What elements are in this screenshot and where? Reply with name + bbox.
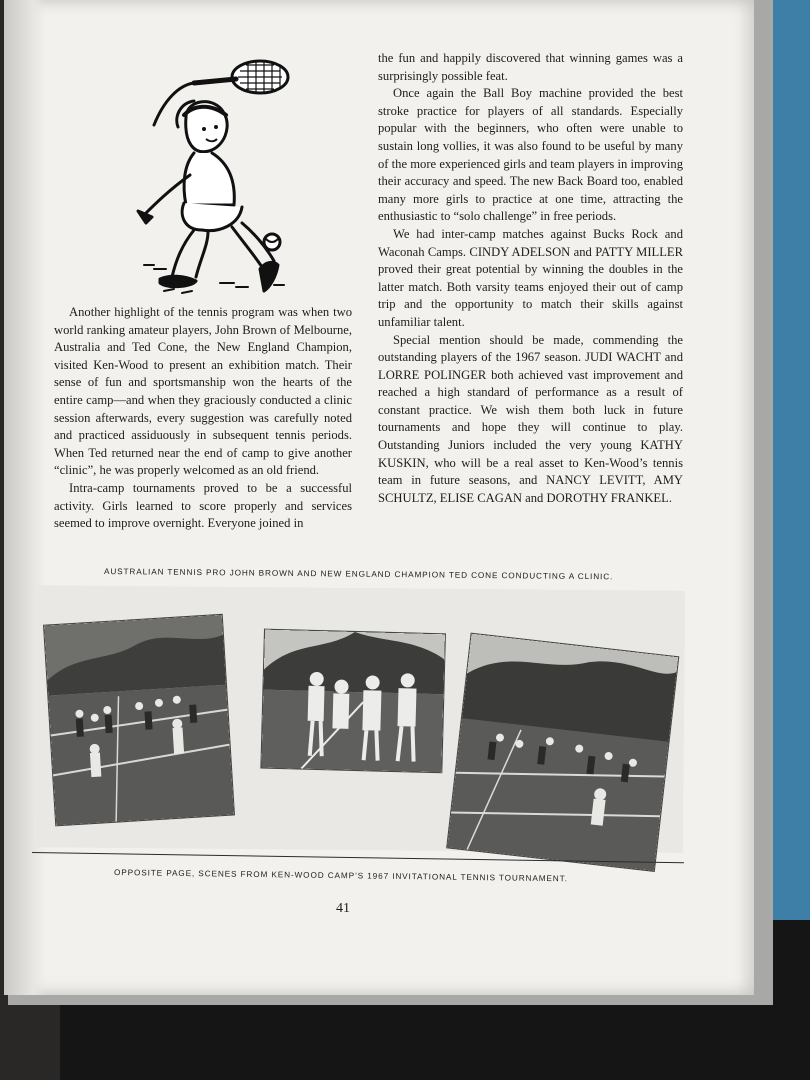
girl-tennis-player-cartoon-icon — [124, 55, 299, 305]
photo-caption-bottom: OPPOSITE PAGE, SCENES FROM KEN-WOOD CAMP’S 1967 INVITATIONAL TENNIS TOURNAMENT. — [113, 868, 568, 884]
page-number: 41 — [336, 901, 350, 916]
tennis-clinic-photo-left — [44, 615, 234, 825]
magazine-page — [4, 0, 754, 995]
paragraph: Another highlight of the tennis program was when two world ranking amateur players, John Brown of Melbourne, Australia and Ted Cone, the New England Champion, visited Ken-Wood to present an exhibition match. Their sense of fun and sportsmanship won the hearts of the entire camp—and when they graciously conducted a clinic session afterwards, every suggestion was carefully noted and practiced assiduously in subsequent tennis periods. When Ted returned near the end of camp to give another “clinic”, he was properly welcomed as an old friend. — [54, 305, 352, 478]
paragraph-continuation: the fun and happily discovered that winning games was a surprisingly possible feat. — [378, 51, 683, 83]
tennis-tournament-photo-right — [447, 634, 678, 871]
right-text-column — [378, 50, 683, 507]
left-text-column — [54, 304, 352, 533]
photo-caption-top: AUSTRALIAN TENNIS PRO JOHN BROWN AND NEW ENGLAND CHAMPION TED CONE CONDUCTING A CLINIC. — [103, 567, 614, 582]
photo-strip — [33, 585, 685, 853]
tennis-pros-photo-center — [261, 630, 445, 773]
paragraph: Special mention should be made, commending the outstanding players of the 1967 season. JUDI WACHT and LORRE POLINGER both achieved vast improvement and reached a high standard of performance as a result of constant practice. We wish them both luck in future tournaments and hope they will continue to play. Outstanding Juniors included the very young KATHY KUSKIN, who will be a real asset to Ken-Wood’s tennis team in future seasons, and NANCY LEVITT, AMY SCHULTZ, ELISE CAGAN and DOROTHY FRANKEL. — [378, 332, 683, 505]
paragraph: We had inter-camp matches against Bucks Rock and Waconah Camps. CINDY ADELSON and PATTY MILLER proved their great potential by winning the doubles in the latter match. Both varsity teams enjoyed their out of camp trip and the opportunity to match their skills against unfamiliar talent. — [378, 226, 683, 329]
paragraph: Intra-camp tournaments proved to be a successful activity. Girls learned to score properly and services seemed to improve overnight. Everyone joined in — [54, 480, 352, 531]
paragraph: Once again the Ball Boy machine provided the best stroke practice for players of all standards. Especially popular with the beginners, who often were unable to sustain long vollies, it was also found to be useful by many of the more experienced girls and team players in improving their accuracy and speed. The new Back Board too, enabled many more girls to practice at one time, attracting the enthusiastic to “solo challenge” in free periods. — [378, 86, 683, 224]
blue-book-cover — [770, 0, 810, 920]
